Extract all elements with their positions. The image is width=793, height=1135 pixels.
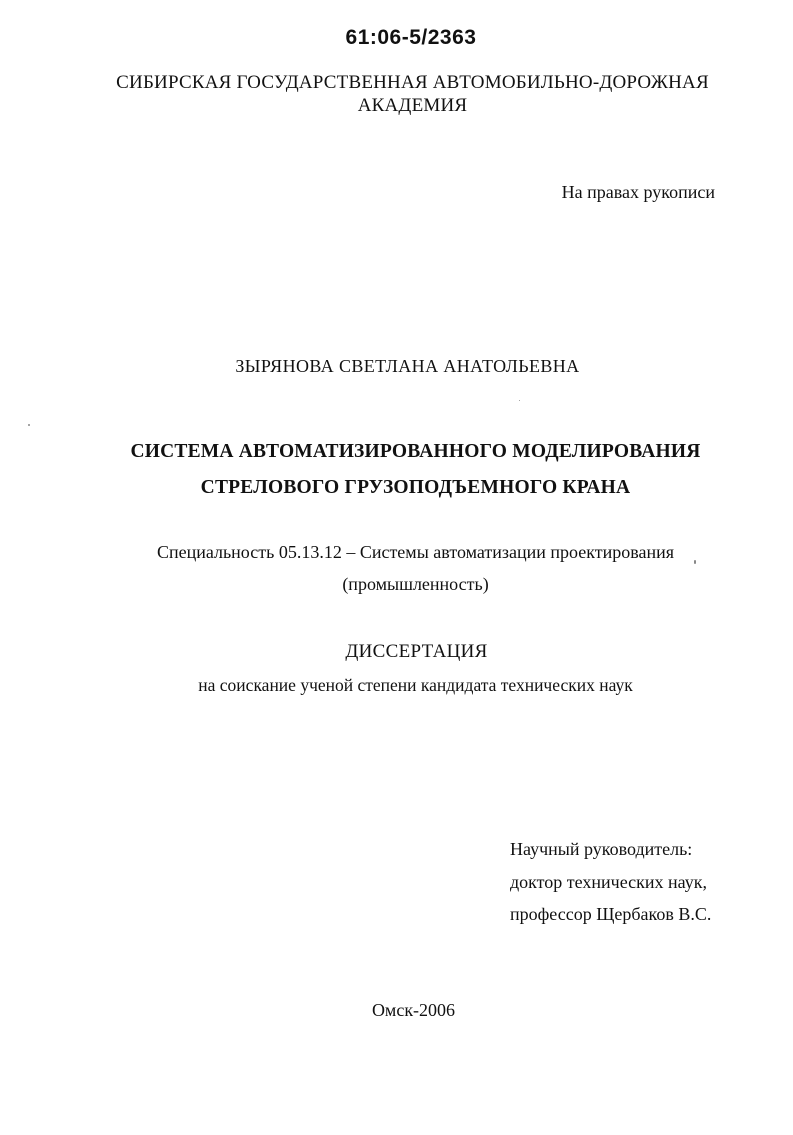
document-type: ДИССЕРТАЦИЯ <box>345 641 488 662</box>
rights-note: На правах рукописи <box>561 182 715 202</box>
institution-name-line1: СИБИРСКАЯ ГОСУДАРСТВЕННАЯ АВТОМОБИЛЬНО-ДОРОЖНАЯ <box>116 72 709 93</box>
degree-description: на соискание ученой степени кандидата технических наук <box>198 675 633 695</box>
author-name: ЗЫРЯНОВА СВЕТЛАНА АНАТОЛЬЕВНА <box>235 356 580 376</box>
thesis-title-line1: СИСТЕМА АВТОМАТИЗИРОВАННОГО МОДЕЛИРОВАНИЯ <box>130 441 701 462</box>
scan-speck <box>519 400 520 401</box>
place-year: Омск-2006 <box>371 1000 456 1020</box>
supervisor-title: доктор технических наук, <box>510 872 707 892</box>
supervisor-label: Научный руководитель: <box>510 839 693 859</box>
institution-name-line2: АКАДЕМИЯ <box>357 95 468 116</box>
specialty-line2: (промышленность) <box>342 574 489 594</box>
scan-speck <box>28 424 30 426</box>
archive-number: 61:06-5/2363 <box>345 26 477 49</box>
supervisor-name: профессор Щербаков В.С. <box>510 904 712 924</box>
specialty-line1: Специальность 05.13.12 – Системы автоматизации проектирования <box>156 542 675 562</box>
thesis-title-line2: СТРЕЛОВОГО ГРУЗОПОДЪЕМНОГО КРАНА <box>200 477 631 498</box>
scan-speck <box>694 560 696 564</box>
